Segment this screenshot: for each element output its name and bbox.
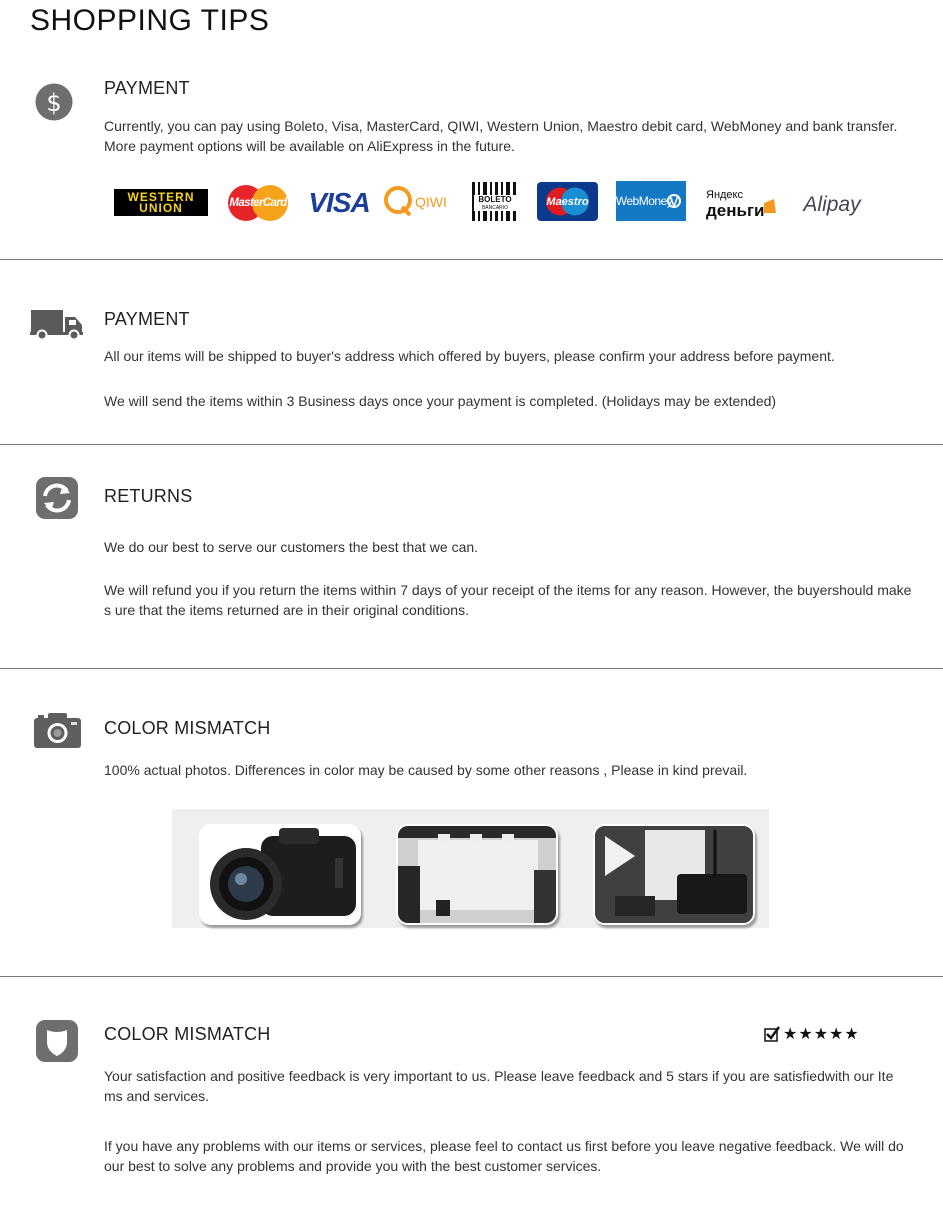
section-divider xyxy=(0,976,943,977)
section-divider xyxy=(0,444,943,445)
shipping-text-2: We will send the items within 3 Business days once your payment is completed. (Holidays may be extended) xyxy=(104,393,777,409)
webmoney-label: WebMoney xyxy=(615,194,673,208)
yandex-label-1: Яндекс xyxy=(706,188,743,201)
studio-equipment-photo xyxy=(593,824,755,925)
color-text: 100% actual photos. Differences in color may be caused by some other reasons , Please in kind prevail. xyxy=(104,762,748,778)
feedback-text-2: If you have any problems with our items or services, please feel to contact us first before you leave negative feedback. We will do our best to solve any problems and provide you with the best customer services. xyxy=(104,1138,904,1174)
dollar-icon xyxy=(35,83,73,121)
returns-text-2: We will refund you if you return the items within 7 days of your receipt of the items for any reason. However, the buyershould make s ure that the items returned are in their original conditions. xyxy=(104,582,912,618)
studio-room-photo xyxy=(396,824,558,925)
mastercard-label: MasterCard xyxy=(229,197,287,209)
visa-logo: VISA xyxy=(308,187,370,218)
rating-badge xyxy=(764,1025,864,1045)
svg-text:$: $ xyxy=(46,89,62,117)
qiwi-logo xyxy=(384,185,458,219)
section-divider xyxy=(0,668,943,669)
yandex-label-2: деньги xyxy=(706,200,765,220)
checkbox-check-icon xyxy=(764,1026,780,1042)
maestro-logo xyxy=(537,182,598,221)
truck-icon xyxy=(30,308,84,340)
rating-stars: ★★★★★ xyxy=(783,1026,860,1043)
page-title: SHOPPING TIPS xyxy=(30,4,270,37)
western-union-logo xyxy=(114,189,208,216)
yandex-money-logo xyxy=(706,187,780,221)
mastercard-logo xyxy=(226,184,290,222)
payment-text: Currently, you can pay using Boleto, Visa, MasterCard, QIWI, Western Union, Maestro debit card, WebMoney and bank transfer. More payment options will be available on AliExpress in the future. xyxy=(104,118,898,154)
section-divider xyxy=(0,259,943,260)
qiwi-label: QIWI xyxy=(415,194,447,210)
photo-strip xyxy=(172,809,769,928)
shipping-text-1: All our items will be shipped to buyer's address which offered by buyers, please confirm your address before payment. xyxy=(104,348,835,364)
feedback-text-1: Your satisfaction and positive feedback is very important to us. Please leave feedback and 5 stars if you are satisfiedwith our Ite ms and services. xyxy=(104,1068,894,1104)
western-union-line2: UNION xyxy=(139,200,183,215)
shield-icon xyxy=(36,1020,78,1062)
returns-text-1: We do our best to serve our customers the best that we can. xyxy=(104,539,479,555)
color-title: COLOR MISMATCH xyxy=(104,718,271,738)
boleto-label-2: BANCARIO xyxy=(481,205,509,211)
refresh-icon xyxy=(36,477,78,519)
payment-title: PAYMENT xyxy=(104,78,190,98)
dslr-camera-photo xyxy=(199,824,361,925)
returns-title: RETURNS xyxy=(104,486,193,506)
boleto-logo xyxy=(470,181,520,222)
alipay-logo: Alipay xyxy=(803,193,861,216)
boleto-label-1: BOLETO xyxy=(478,195,512,204)
camera-icon xyxy=(34,712,81,748)
maestro-label: Maestro xyxy=(546,195,589,208)
webmoney-logo xyxy=(616,181,686,221)
shipping-title: PAYMENT xyxy=(104,309,190,329)
western-union-line1: WESTERN xyxy=(127,189,195,204)
feedback-title: COLOR MISMATCH xyxy=(104,1024,271,1044)
